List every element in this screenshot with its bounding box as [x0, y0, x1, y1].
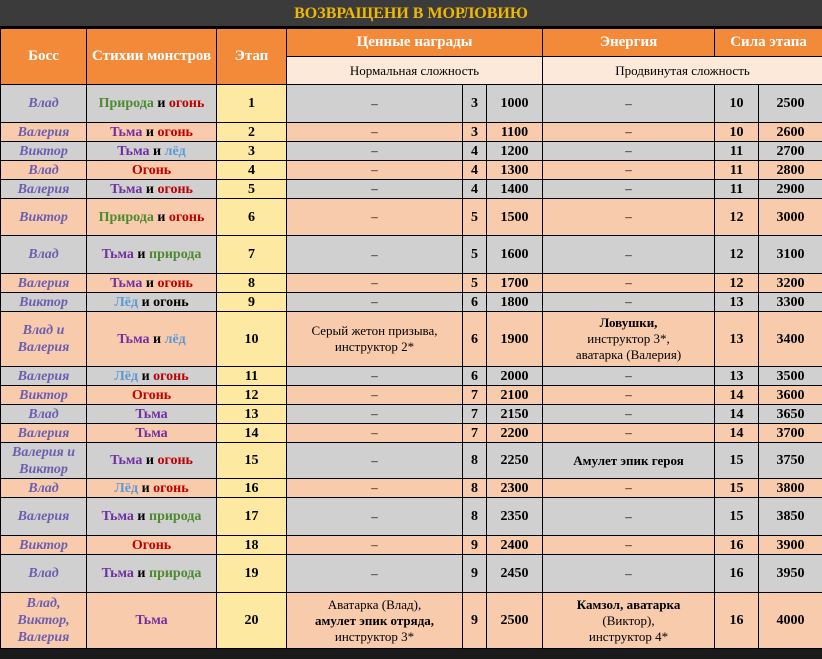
cell-line: Ловушки,: [599, 315, 658, 330]
stage-cell: 16: [217, 479, 287, 498]
table-row: [1, 555, 822, 593]
element-text: Тьма: [135, 613, 168, 628]
stage-cell: 12: [217, 386, 287, 405]
element-text: и: [133, 247, 149, 262]
normal-reward-cell: –: [287, 274, 463, 293]
advanced-power-cell: 3800: [759, 479, 822, 498]
normal-reward-cell: –: [287, 386, 463, 405]
advanced-power-cell: 3750: [759, 443, 822, 479]
normal-power-cell: 2500: [487, 593, 543, 649]
normal-reward-cell: –: [287, 85, 463, 123]
stage-cell: 15: [217, 443, 287, 479]
normal-reward-cell: [287, 593, 463, 649]
boss-cell: [1, 386, 87, 405]
normal-energy-cell: 9: [463, 536, 487, 555]
boss-cell: [1, 199, 87, 236]
normal-energy-cell: 8: [463, 498, 487, 536]
elements-cell: [87, 312, 217, 367]
header-advanced-difficulty: Продвинутая сложность: [543, 57, 822, 85]
element-text: Лёд: [114, 368, 139, 384]
normal-reward-cell: –: [287, 536, 463, 555]
header-energy: Энергия: [543, 29, 715, 57]
boss-cell: [1, 236, 87, 274]
advanced-energy-cell: 12: [715, 199, 759, 236]
normal-reward-cell: –: [287, 236, 463, 274]
stage-cell: 13: [217, 405, 287, 424]
element-text: природа: [149, 247, 202, 262]
table-row: [1, 180, 822, 199]
advanced-power-cell: 2600: [759, 123, 822, 142]
advanced-power-cell: 2700: [759, 142, 822, 161]
advanced-reward-cell: –: [543, 405, 715, 424]
advanced-power-cell: 3200: [759, 274, 822, 293]
normal-energy-cell: 7: [463, 424, 487, 443]
advanced-power-cell: 3850: [759, 498, 822, 536]
normal-power-cell: 1100: [487, 123, 543, 142]
advanced-reward-cell: –: [543, 424, 715, 443]
advanced-energy-cell: 11: [715, 161, 759, 180]
advanced-reward-cell: –: [543, 274, 715, 293]
element-text: природа: [149, 509, 202, 524]
cell-line: Валерия: [17, 630, 70, 645]
table-body: [1, 29, 822, 649]
table-row: [1, 443, 822, 479]
cell-line: Влад: [28, 96, 59, 111]
normal-energy-cell: 4: [463, 180, 487, 199]
element-text: Тьма: [101, 509, 134, 524]
element-text: и: [142, 453, 158, 468]
advanced-power-cell: 3400: [759, 312, 822, 367]
element-text: Тьма: [110, 275, 143, 291]
element-text: Тьма: [101, 566, 134, 581]
advanced-power-cell: 3650: [759, 405, 822, 424]
normal-power-cell: 1900: [487, 312, 543, 367]
normal-energy-cell: 5: [463, 274, 487, 293]
header-elements: Стихии монстров: [87, 29, 217, 85]
stage-cell: 17: [217, 498, 287, 536]
advanced-reward-cell: –: [543, 479, 715, 498]
stage-cell: 11: [217, 367, 287, 386]
element-text: и: [133, 509, 149, 524]
cell-line: Виктор: [19, 387, 68, 403]
boss-cell: [1, 498, 87, 536]
elements-cell: [87, 498, 217, 536]
advanced-reward-cell: –: [543, 123, 715, 142]
advanced-energy-cell: 10: [715, 85, 759, 123]
element-text: Тьма: [110, 181, 143, 197]
elements-cell: [87, 536, 217, 555]
element-text: Тьма: [117, 331, 150, 347]
normal-power-cell: 2150: [487, 405, 543, 424]
cell-line: Виктор: [19, 209, 68, 225]
cell-line: Влад: [28, 247, 59, 262]
advanced-energy-cell: 13: [715, 312, 759, 367]
normal-reward-cell: –: [287, 405, 463, 424]
normal-energy-cell: 6: [463, 293, 487, 312]
advanced-energy-cell: 12: [715, 274, 759, 293]
cell-line: инструктор 3*,: [587, 331, 670, 346]
advanced-power-cell: 3300: [759, 293, 822, 312]
cell-line: Валерия и: [11, 444, 76, 460]
stage-cell: 7: [217, 236, 287, 274]
advanced-reward-cell: –: [543, 161, 715, 180]
boss-cell: [1, 405, 87, 424]
element-text: Тьма: [117, 143, 150, 159]
boss-cell: [1, 142, 87, 161]
header-power: Сила этапа: [715, 29, 822, 57]
advanced-energy-cell: 16: [715, 536, 759, 555]
advanced-power-cell: 3000: [759, 199, 822, 236]
boss-cell: [1, 479, 87, 498]
normal-energy-cell: 6: [463, 312, 487, 367]
advanced-power-cell: 4000: [759, 593, 822, 649]
normal-power-cell: 2100: [487, 386, 543, 405]
element-text: огонь: [153, 480, 189, 496]
stage-cell: 2: [217, 123, 287, 142]
boss-cell: [1, 536, 87, 555]
header-boss: Босс: [1, 29, 87, 85]
elements-cell: [87, 236, 217, 274]
boss-cell: [1, 367, 87, 386]
advanced-reward-cell: –: [543, 199, 715, 236]
advanced-energy-cell: 12: [715, 236, 759, 274]
table-row: [1, 293, 822, 312]
element-text: и: [153, 209, 169, 225]
element-text: и: [153, 96, 169, 111]
elements-cell: [87, 123, 217, 142]
table-row: [1, 479, 822, 498]
elements-cell: [87, 199, 217, 236]
boss-cell: [1, 424, 87, 443]
elements-cell: [87, 161, 217, 180]
element-text: Огонь: [131, 162, 172, 178]
normal-power-cell: 2300: [487, 479, 543, 498]
normal-reward-cell: –: [287, 479, 463, 498]
element-text: Тьма: [110, 453, 143, 468]
element-text: Тьма: [110, 124, 143, 140]
boss-cell: [1, 312, 87, 367]
normal-power-cell: 2450: [487, 555, 543, 593]
table-row: [1, 367, 822, 386]
element-text: огонь: [157, 453, 193, 468]
normal-reward-cell: –: [287, 443, 463, 479]
normal-energy-cell: 5: [463, 199, 487, 236]
advanced-reward-cell: –: [543, 293, 715, 312]
element-text: Огонь: [131, 537, 172, 553]
table-row: [1, 142, 822, 161]
boss-cell: [1, 293, 87, 312]
advanced-power-cell: 3900: [759, 536, 822, 555]
stage-cell: 18: [217, 536, 287, 555]
advanced-energy-cell: 14: [715, 405, 759, 424]
cell-line: аватарка (Валерия): [575, 347, 682, 362]
cell-line: Влад: [28, 566, 59, 581]
normal-reward-cell: [287, 312, 463, 367]
advanced-energy-cell: 13: [715, 367, 759, 386]
normal-energy-cell: 4: [463, 142, 487, 161]
element-text: Тьма: [101, 247, 134, 262]
stage-cell: 3: [217, 142, 287, 161]
cell-line: Влад: [28, 162, 59, 178]
cell-line: инструктор 2*: [334, 339, 415, 354]
advanced-reward-cell: –: [543, 555, 715, 593]
advanced-reward-cell: –: [543, 85, 715, 123]
table-row: [1, 199, 822, 236]
normal-power-cell: 1700: [487, 274, 543, 293]
elements-cell: [87, 479, 217, 498]
normal-reward-cell: –: [287, 123, 463, 142]
normal-power-cell: 2250: [487, 443, 543, 479]
element-text: и огонь: [138, 294, 189, 310]
normal-power-cell: 1600: [487, 236, 543, 274]
advanced-energy-cell: 10: [715, 123, 759, 142]
element-text: и: [149, 331, 165, 347]
table-row: [1, 123, 822, 142]
elements-cell: [87, 180, 217, 199]
boss-cell: [1, 123, 87, 142]
normal-power-cell: 1200: [487, 142, 543, 161]
element-text: и: [149, 143, 165, 159]
stage-cell: 14: [217, 424, 287, 443]
cell-line: Влад: [28, 480, 59, 496]
cell-line: Валерия: [17, 275, 70, 291]
advanced-power-cell: 2500: [759, 85, 822, 123]
table-row: [1, 236, 822, 274]
stage-cell: 5: [217, 180, 287, 199]
normal-power-cell: 2400: [487, 536, 543, 555]
element-text: Природа: [98, 96, 154, 111]
normal-energy-cell: 6: [463, 367, 487, 386]
element-text: Тьма: [135, 425, 168, 441]
advanced-energy-cell: 14: [715, 386, 759, 405]
normal-power-cell: 1000: [487, 85, 543, 123]
elements-cell: [87, 424, 217, 443]
cell-line: Виктор: [19, 143, 68, 159]
cell-line: Виктор: [19, 461, 68, 477]
cell-line: Серый жетон призыва,: [311, 323, 438, 338]
normal-energy-cell: 7: [463, 405, 487, 424]
cell-line: инструктор 3*: [334, 628, 415, 644]
normal-energy-cell: 3: [463, 123, 487, 142]
page-title: ВОЗВРАЩЕНИ В МОРЛОВИЮ: [0, 0, 822, 28]
boss-cell: [1, 555, 87, 593]
table-row: [1, 498, 822, 536]
advanced-reward-cell: [543, 593, 715, 649]
normal-energy-cell: 3: [463, 85, 487, 123]
elements-cell: [87, 142, 217, 161]
table-row: [1, 161, 822, 180]
normal-power-cell: 2000: [487, 367, 543, 386]
normal-energy-cell: 9: [463, 555, 487, 593]
normal-reward-cell: –: [287, 424, 463, 443]
normal-power-cell: 1400: [487, 180, 543, 199]
element-text: и: [142, 181, 158, 197]
stage-cell: 19: [217, 555, 287, 593]
advanced-energy-cell: 15: [715, 443, 759, 479]
advanced-reward-cell: [543, 312, 715, 367]
cell-line: инструктор 4*: [588, 628, 669, 644]
boss-cell: [1, 85, 87, 123]
boss-cell: [1, 161, 87, 180]
advanced-reward-cell: Амулет эпик героя: [543, 443, 715, 479]
normal-power-cell: 2200: [487, 424, 543, 443]
element-text: огонь: [157, 275, 193, 291]
advanced-reward-cell: –: [543, 498, 715, 536]
stage-cell: 6: [217, 199, 287, 236]
normal-power-cell: 1500: [487, 199, 543, 236]
stages-table: [0, 28, 822, 649]
stage-cell: 20: [217, 593, 287, 649]
table-row: [1, 386, 822, 405]
table-row: [1, 536, 822, 555]
element-text: Лёд: [114, 294, 139, 310]
advanced-power-cell: 3100: [759, 236, 822, 274]
advanced-energy-cell: 15: [715, 479, 759, 498]
advanced-power-cell: 2900: [759, 180, 822, 199]
advanced-reward-cell: –: [543, 142, 715, 161]
advanced-reward-cell: –: [543, 236, 715, 274]
advanced-energy-cell: 15: [715, 498, 759, 536]
normal-energy-cell: 5: [463, 236, 487, 274]
normal-energy-cell: 9: [463, 593, 487, 649]
element-text: Природа: [98, 209, 154, 225]
element-text: лёд: [164, 331, 186, 347]
normal-power-cell: 2350: [487, 498, 543, 536]
element-text: Лёд: [114, 480, 139, 496]
element-text: огонь: [157, 124, 193, 140]
advanced-energy-cell: 14: [715, 424, 759, 443]
element-text: и: [138, 480, 154, 496]
cell-line: Виктор,: [17, 613, 70, 628]
normal-reward-cell: –: [287, 180, 463, 199]
normal-energy-cell: 7: [463, 386, 487, 405]
elements-cell: [87, 593, 217, 649]
boss-cell: [1, 180, 87, 199]
cell-line: Влад: [28, 406, 59, 422]
header-row: [1, 29, 822, 57]
element-text: и: [142, 275, 158, 291]
stage-cell: 10: [217, 312, 287, 367]
element-text: природа: [149, 566, 202, 581]
element-text: огонь: [153, 368, 189, 384]
header-stage: Этап: [217, 29, 287, 85]
cell-line: Виктор: [19, 537, 68, 553]
table-row: [1, 424, 822, 443]
elements-cell: [87, 555, 217, 593]
cell-line: Валерия: [17, 425, 70, 441]
normal-reward-cell: –: [287, 199, 463, 236]
cell-line: амулет эпик отряда,: [314, 612, 435, 628]
advanced-reward-cell: –: [543, 180, 715, 199]
normal-reward-cell: –: [287, 498, 463, 536]
normal-reward-cell: –: [287, 161, 463, 180]
elements-cell: [87, 85, 217, 123]
cell-line: Валерия: [17, 181, 70, 197]
header-rewards: Ценные награды: [287, 29, 543, 57]
stage-cell: 4: [217, 161, 287, 180]
element-text: огонь: [157, 181, 193, 197]
advanced-reward-cell: –: [543, 536, 715, 555]
advanced-power-cell: 3950: [759, 555, 822, 593]
cell-line: Виктор: [19, 294, 68, 310]
cell-line: Влад,: [26, 596, 61, 611]
element-text: и: [133, 566, 149, 581]
advanced-power-cell: 2800: [759, 161, 822, 180]
cell-line: Влад и: [22, 323, 65, 338]
cell-line: Камзол, аватарка: [576, 596, 681, 612]
table-row: [1, 312, 822, 367]
boss-cell: [1, 443, 87, 479]
cell-line: Валерия: [17, 340, 70, 355]
advanced-energy-cell: 16: [715, 555, 759, 593]
boss-cell: [1, 593, 87, 649]
elements-cell: [87, 443, 217, 479]
element-text: и: [138, 368, 154, 384]
advanced-reward-cell: –: [543, 367, 715, 386]
header-normal-difficulty: Нормальная сложность: [287, 57, 543, 85]
normal-reward-cell: –: [287, 142, 463, 161]
advanced-reward-cell: –: [543, 386, 715, 405]
element-text: огонь: [168, 209, 205, 225]
cell-line: Валерия: [17, 368, 70, 384]
table-row: [1, 274, 822, 293]
elements-cell: [87, 386, 217, 405]
elements-cell: [87, 274, 217, 293]
normal-power-cell: 1300: [487, 161, 543, 180]
element-text: огонь: [168, 96, 205, 111]
stage-cell: 1: [217, 85, 287, 123]
element-text: Тьма: [135, 406, 168, 422]
table-row: [1, 405, 822, 424]
advanced-energy-cell: 11: [715, 180, 759, 199]
element-text: Огонь: [131, 387, 172, 403]
elements-cell: [87, 367, 217, 386]
normal-energy-cell: 4: [463, 161, 487, 180]
elements-cell: [87, 405, 217, 424]
cell-line: Валерия: [17, 509, 70, 524]
advanced-energy-cell: 16: [715, 593, 759, 649]
normal-energy-cell: 8: [463, 479, 487, 498]
normal-reward-cell: –: [287, 367, 463, 386]
normal-energy-cell: 8: [463, 443, 487, 479]
cell-line: (Виктор),: [602, 612, 655, 628]
advanced-energy-cell: 11: [715, 142, 759, 161]
normal-power-cell: 1800: [487, 293, 543, 312]
advanced-power-cell: 3600: [759, 386, 822, 405]
stage-cell: 9: [217, 293, 287, 312]
element-text: и: [142, 124, 158, 140]
elements-cell: [87, 293, 217, 312]
element-text: лёд: [164, 143, 186, 159]
normal-reward-cell: –: [287, 555, 463, 593]
advanced-energy-cell: 13: [715, 293, 759, 312]
normal-reward-cell: –: [287, 293, 463, 312]
cell-line: Аватарка (Влад),: [327, 596, 422, 612]
advanced-power-cell: 3500: [759, 367, 822, 386]
table-row: [1, 85, 822, 123]
stage-cell: 8: [217, 274, 287, 293]
table-row: [1, 593, 822, 649]
advanced-power-cell: 3700: [759, 424, 822, 443]
boss-cell: [1, 274, 87, 293]
cell-line: Валерия: [17, 124, 70, 140]
